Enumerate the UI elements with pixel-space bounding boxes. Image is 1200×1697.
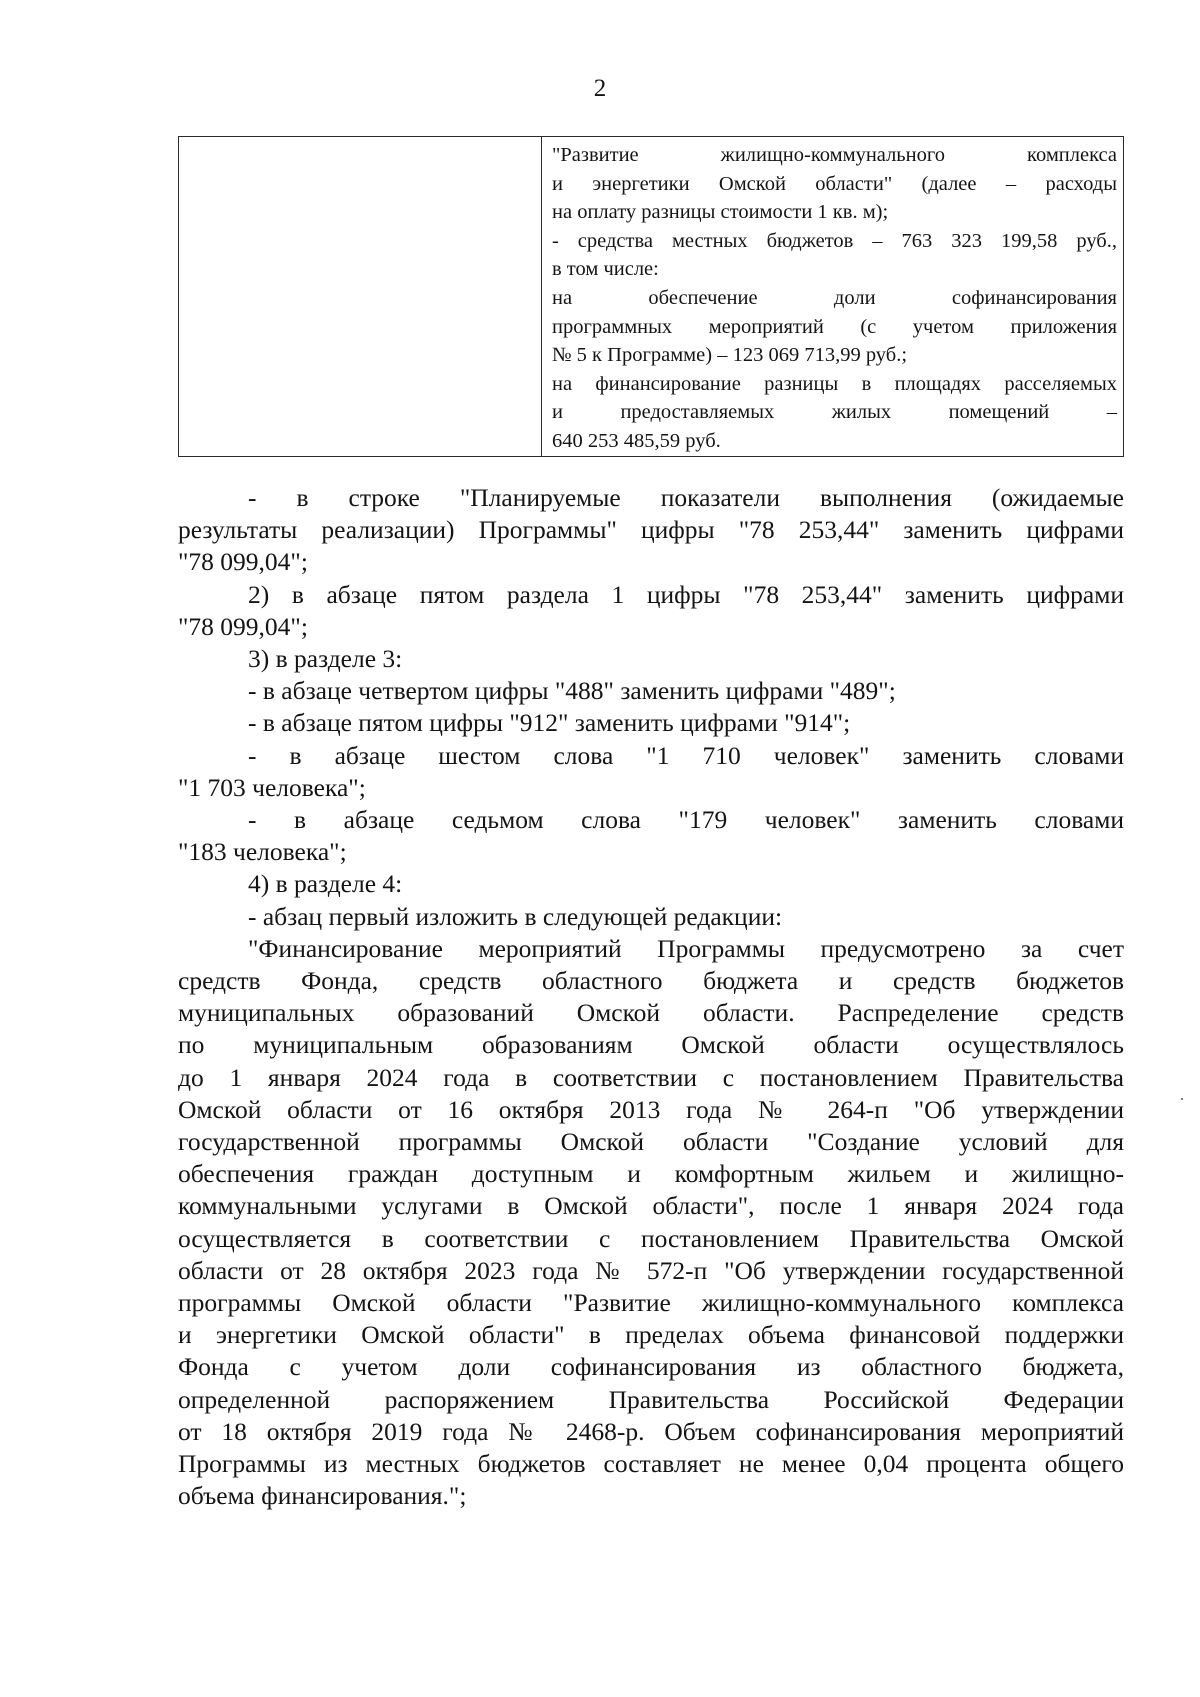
table-cell-line: № 5 к Программе) – 123 069 713,99 руб.; <box>552 344 908 367</box>
table-cell-funding-text <box>542 137 1124 457</box>
text-line: - в абзаце четвертом цифры "488" заменить цифрами "489"; <box>248 676 896 706</box>
text-line: государственной программы Омской области "Создание условий для <box>178 1127 1124 1157</box>
text-line: Фонда с учетом доли софинансирования из областного бюджета, <box>178 1352 1124 1382</box>
text-line: средств Фонда, средств областного бюджета и средств бюджетов <box>178 966 1124 996</box>
text-line: 4) в разделе 4: <box>248 869 403 899</box>
table-cell-line: и предоставляемых жилых помещений – <box>552 401 1117 424</box>
table-cell-line: на оплату разницы стоимости 1 кв. м); <box>552 201 889 224</box>
text-line: 2) в абзаце пятом раздела 1 цифры "78 253,44" заменить цифрами <box>248 579 1124 609</box>
table-row <box>179 137 1124 457</box>
table-cell-empty <box>179 137 542 457</box>
table-cell-line: в том числе: <box>552 258 659 281</box>
text-line: "Финансирование мероприятий Программы предусмотрено за счет <box>248 933 1124 963</box>
page-number: 2 <box>593 75 607 102</box>
text-line: и энергетики Омской области" в пределах объема финансовой поддержки <box>178 1320 1124 1350</box>
scan-speck <box>1181 1098 1183 1100</box>
text-line: от 18 октября 2019 года № 2468-р. Объем софинансирования мероприятий <box>178 1416 1124 1446</box>
funding-table <box>178 136 1124 457</box>
text-line: - в строке "Планируемые показатели выполнения (ожидаемые <box>248 483 1124 512</box>
text-line: по муниципальным образованиям Омской области осуществлялось <box>178 1030 1124 1060</box>
text-line: определенной распоряжением Правительства Российской Федерации <box>178 1384 1124 1414</box>
table-cell-line: и энергетики Омской области" (далее – расходы <box>552 172 1117 195</box>
text-line: осуществляется в соответствии с постановлением Правительства Омской <box>178 1223 1124 1253</box>
text-line: 3) в разделе 3: <box>248 644 403 674</box>
text-line: коммунальными услугами в Омской области", после 1 января 2024 года <box>178 1191 1124 1221</box>
text-line: - в абзаце седьмом слова "179 человек" заменить словами <box>248 805 1124 835</box>
table-cell-line: программных мероприятий (с учетом приложения <box>552 315 1117 338</box>
text-line: "78 099,04"; <box>178 611 308 641</box>
text-line: до 1 января 2024 года в соответствии с постановлением Правительства <box>178 1062 1124 1092</box>
text-line: - абзац первый изложить в следующей редакции: <box>248 901 783 931</box>
text-line: Программы из местных бюджетов составляет не менее 0,04 процента общего <box>178 1449 1124 1479</box>
text-line: "78 099,04"; <box>178 547 308 577</box>
table-cell-line: - средства местных бюджетов – 763 323 199,58 руб., <box>552 229 1117 252</box>
text-line: - в абзаце пятом цифры "912" заменить цифрами "914"; <box>248 708 851 738</box>
text-line: обеспечения граждан доступным и комфортным жильем и жилищно- <box>178 1159 1124 1189</box>
text-line: "183 человека"; <box>178 837 347 867</box>
text-line: программы Омской области "Развитие жилищно-коммунального комплекса <box>178 1288 1124 1318</box>
text-line: результаты реализации) Программы" цифры "78 253,44" заменить цифрами <box>178 515 1124 545</box>
table-cell-line: на обеспечение доли софинансирования <box>552 286 1117 309</box>
table-cell-line: "Развитие жилищно-коммунального комплекса <box>552 144 1117 166</box>
table-cell-line: 640 253 485,59 руб. <box>552 429 721 452</box>
table-cell-line: на финансирование разницы в площадях расселяемых <box>552 372 1117 395</box>
amendment-text <box>178 482 1124 1513</box>
text-line: области от 28 октября 2023 года № 572-п "Об утверждении государственной <box>178 1255 1124 1285</box>
text-line: - в абзаце шестом слова "1 710 человек" заменить словами <box>248 740 1124 770</box>
text-line: объема финансирования."; <box>178 1481 467 1511</box>
text-line: Омской области от 16 октября 2013 года № 264-п "Об утверждении <box>178 1094 1124 1124</box>
text-line: муниципальных образований Омской области. Распределение средств <box>178 998 1124 1028</box>
text-line: "1 703 человека"; <box>178 772 366 802</box>
